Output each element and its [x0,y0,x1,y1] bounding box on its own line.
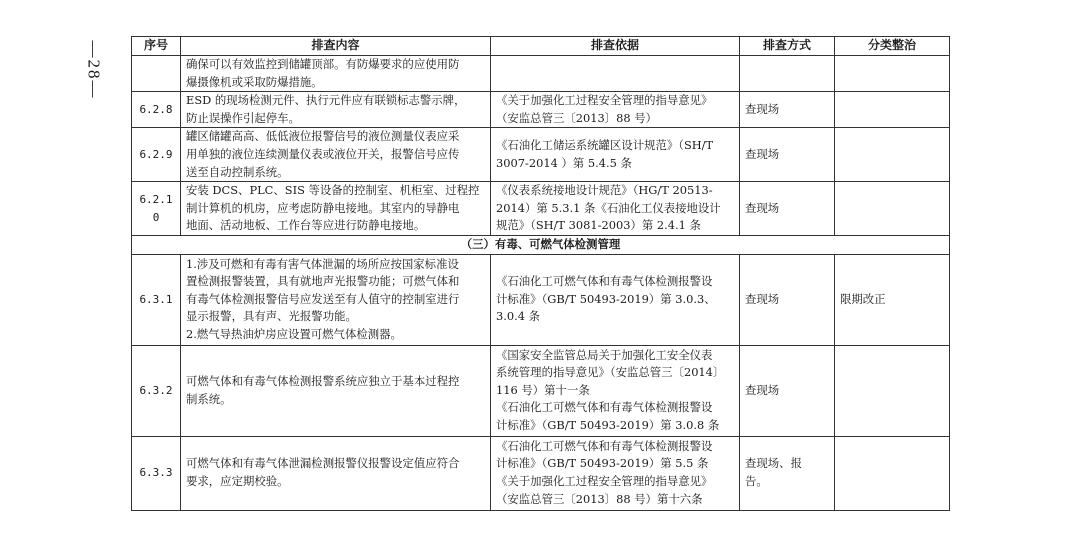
row-number: 6.3.1 [132,254,181,345]
content-line: 2.燃气导热油炉房应设置可燃气体检测器。 [186,326,402,341]
check-basis [491,56,740,92]
basis-line: 计标准》（GB/T 50493-2019）第 3.0.3、 [496,291,716,306]
page-number-text: —28— [84,40,104,100]
rectification: 限期改正 [835,254,950,345]
content-line: 用单独的液位连续测量仪表或液位开关，报警信号应传 [186,146,460,161]
table-row [132,56,950,92]
page-number [86,30,126,120]
basis-line: 3.0.4 条 [496,309,540,324]
row-number [132,56,181,92]
section-row [132,235,950,254]
check-content [181,254,491,345]
content-line: ESD 的现场检测元件、执行元件应有联锁标志警示牌， [186,93,466,108]
content-line: 确保可以有效监控到储罐顶部。有防爆要求的应使用防 [186,57,460,71]
check-method: 查现场 [740,92,835,128]
content-line: 置检测报警装置，具有就地声光报警功能；可燃气体和 [186,274,460,289]
check-content [181,345,491,436]
check-content [181,128,491,182]
basis-line: 《关于加强化工过程安全管理的指导意见》 [496,93,713,108]
basis-line: 《仪表系统接地设计规范》（HG/T 20513- [496,183,713,198]
rectification [835,345,950,436]
content-line: 有毒气体检测报警信号应发送至有人值守的控制室进行 [186,291,460,306]
basis-line: 《关于加强化工过程安全管理的指导意见》 [496,474,713,489]
rectification [835,182,950,236]
content-line: 防止误操作引起停车。 [186,110,300,125]
basis-line: 系统管理的指导意见》（安监总管三〔2014〕 [496,365,725,380]
table-row [132,345,950,436]
check-method [740,436,835,510]
basis-line: （安监总管三〔2013〕88 号） [496,110,658,125]
content-line: 1.涉及可燃和有毒有害气体泄漏的场所应按国家标准设 [186,256,459,271]
header-row [132,37,950,56]
content-line: 可燃气体和有毒气体检测报警系统应独立于基本过程控 [186,373,460,388]
section-title: （三）有毒、可燃气体检测管理 [132,235,950,254]
basis-line: 《国家安全监管总局关于加强化工安全仪表 [496,347,713,362]
table-row [132,128,950,182]
basis-line: 《石油化工可燃气体和有毒气体检测报警设 [496,438,713,453]
row-number: 6.2.8 [132,92,181,128]
method-line: 查现场、报 [745,456,802,471]
header-content: 排查内容 [181,37,491,56]
row-number: 6.3.3 [132,436,181,510]
content-line: 可燃气体和有毒气体泄漏检测报警仪报警设定值应符合 [186,456,460,471]
method-line: 告。 [745,474,768,489]
check-basis [491,128,740,182]
check-basis [491,436,740,510]
content-line: 爆摄像机或采取防爆措施。 [186,74,323,89]
basis-line: 《石油化工储运系统罐区设计规范》（SH/T [496,138,714,153]
content-line: 送至自动控制系统。 [186,164,289,179]
check-basis [491,182,740,236]
basis-line: 3007-2014 ）第 5.4.5 条 [496,155,632,170]
content-line: 地面、活动地板、工作台等应进行防静电接地。 [186,218,426,233]
content-line: 制计算机的机房，应考虑防静电接地。其室内的导静电 [186,200,460,215]
header-basis: 排查依据 [491,37,740,56]
row-number: 6.2.9 [132,128,181,182]
basis-line: 《石油化工可燃气体和有毒气体检测报警设 [496,400,713,415]
check-method: 查现场 [740,128,835,182]
check-method: 查现场 [740,345,835,436]
content-line: 要求，应定期校验。 [186,474,289,489]
table-row [132,254,950,345]
basis-line: 《石油化工可燃气体和有毒气体检测报警设 [496,274,713,289]
content-line: 显示报警，具有声、光报警功能。 [186,309,357,324]
row-number: 6.2.10 [132,182,181,236]
check-method [740,56,835,92]
content-line: 罐区储罐高高、低低液位报警信号的液位测量仪表应采 [186,129,460,144]
basis-line: 规范》（SH/T 3081-2003）第 2.4.1 条 [496,218,701,233]
basis-line: 计标准》（GB/T 50493-2019）第 5.5 条 [496,456,709,471]
rectification [835,56,950,92]
content-line: 安装 DCS、PLC、SIS 等设备的控制室、机柜室、过程控 [186,183,480,198]
check-basis [491,254,740,345]
content-line: 制系统。 [186,391,232,406]
header-method: 排查方式 [740,37,835,56]
check-content [181,92,491,128]
table-body [132,56,950,511]
table-row [132,436,950,510]
basis-line: （安监总管三〔2013〕88 号）第十六条 [496,491,703,506]
check-content [181,182,491,236]
rectification [835,128,950,182]
basis-line: 2014）第 5.3.1 条《石油化工仪表接地设计 [496,200,721,215]
check-method: 查现场 [740,182,835,236]
inspection-table [131,36,950,511]
header-no: 序号 [132,37,181,56]
table-row [132,182,950,236]
rectification [835,92,950,128]
check-content [181,56,491,92]
check-content [181,436,491,510]
rectification [835,436,950,510]
check-basis [491,92,740,128]
basis-line: 计标准》（GB/T 50493-2019）第 3.0.8 条 [496,417,720,432]
table-row [132,92,950,128]
check-basis [491,345,740,436]
row-number: 6.3.2 [132,345,181,436]
basis-line: 116 号）第十一条 [496,382,590,397]
check-method: 查现场 [740,254,835,345]
header-rectification: 分类整治 [835,37,950,56]
